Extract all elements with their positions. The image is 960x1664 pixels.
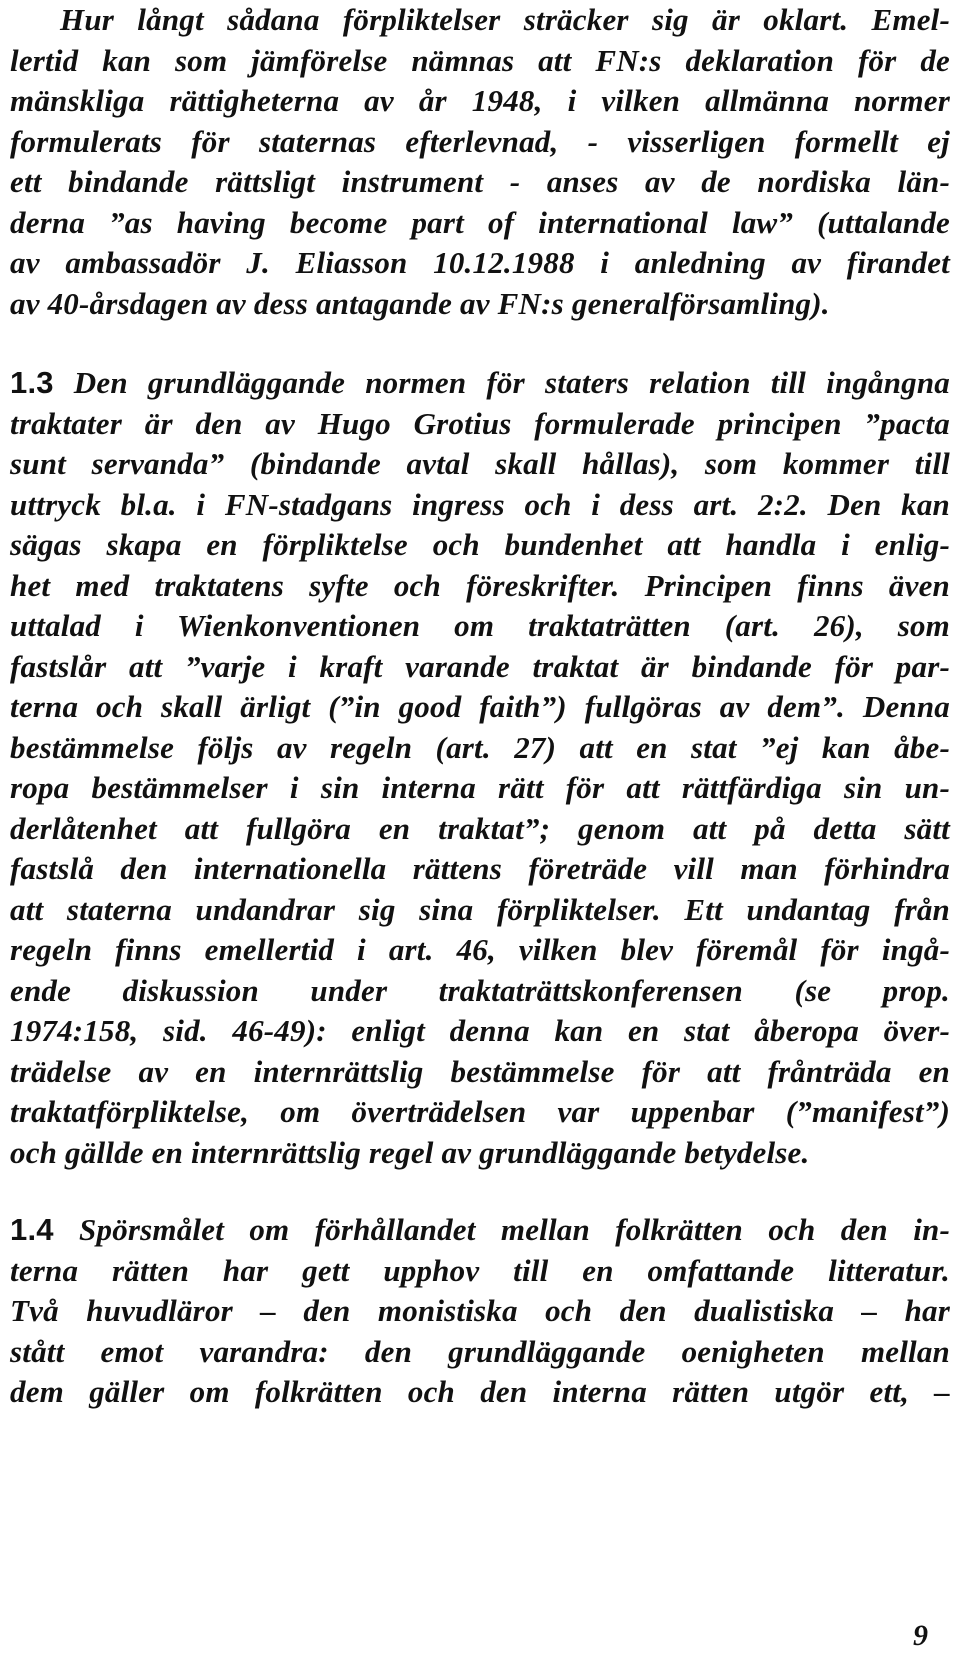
text-line-numbered [10, 1210, 950, 1251]
text-line: ett bindande rättsligt instrument - anses av de nordiska län- [10, 164, 950, 199]
text-line-numbered [10, 363, 950, 404]
text-line: derna ”as having become part of international law” (uttalande [10, 204, 950, 240]
text-line: fastslå den internationella rättens företräde vill man förhindra [10, 851, 950, 886]
text-line: traktatförpliktelse, om överträdelsen var uppenbar (”manifest”) [10, 1094, 950, 1129]
text-line: bestämmelse följs av regeln (art. 27) att en stat ”ej kan åbe- [10, 729, 950, 765]
text-line-content: Den grundläggande normen för staters relation till ingångna [73, 365, 951, 400]
paragraph-intro [10, 0, 950, 324]
paragraph-1-3 [10, 363, 950, 1173]
text-line: sunt servanda” (bindande avtal skall hållas), som kommer till [10, 446, 950, 481]
text-line: mänskliga rättigheterna av år 1948, i vilken allmänna normer [10, 83, 950, 118]
text-line: sägas skapa en förpliktelse och bundenhet att handla i enlig- [10, 527, 950, 562]
text-line: Två huvudläror – den monistiska och den dualistiska – har [10, 1293, 950, 1328]
text-line: att staterna undandrar sig sina förpliktelser. Ett undantag från [10, 891, 950, 927]
text-line: traktater är den av Hugo Grotius formulerade principen ”pacta [10, 405, 950, 441]
text-line: derlåtenhet att fullgöra en traktat”; genom att på detta sätt [10, 810, 950, 846]
page-number: 9 [913, 1619, 928, 1652]
text-line: dem gäller om folkrätten och den interna rätten utgör ett, – [10, 1374, 950, 1409]
document-page [10, 0, 950, 1664]
text-line: stått emot varandra: den grundläggande oenigheten mellan [10, 1333, 950, 1369]
text-line: och gällde en internrättslig regel av grundläggande betydelse. [10, 1134, 810, 1170]
text-line: regeln finns emellertid i art. 46, vilken blev föremål för ingå- [10, 932, 950, 967]
text-line: fastslår att ”varje i kraft varande traktat är bindande för par- [10, 648, 950, 684]
text-line: uttalad i Wienkonventionen om traktaträtten (art. 26), som [10, 608, 950, 643]
text-line: Hur långt sådana förpliktelser sträcker sig är oklart. Emel- [60, 2, 950, 37]
text-line: av ambassadör J. Eliasson 10.12.1988 i anledning av firandet [10, 245, 950, 280]
text-line: av 40-årsdagen av dess antagande av FN:s generalförsamling). [10, 285, 830, 321]
paragraph-1-4 [10, 1210, 950, 1413]
text-line: het med traktatens syfte och föreskrifter. Principen finns även [10, 567, 950, 603]
text-line: formulerats för staternas efterlevnad, - visserligen formellt ej [10, 123, 950, 159]
text-line: ende diskussion under traktaträttskonferensen (se prop. [10, 972, 950, 1008]
text-line: trädelse av en internrättslig bestämmelse för att frånträda en [10, 1053, 950, 1089]
text-line: lertid kan som jämförelse nämnas att FN:s deklaration för de [10, 42, 950, 78]
text-line: terna och skall ärligt (”in good faith”) fullgöras av dem”. Denna [10, 689, 950, 724]
section-number: 1.3 [10, 365, 54, 400]
text-line: ropa bestämmelser i sin interna rätt för att rättfärdiga sin un- [10, 770, 950, 805]
section-number: 1.4 [10, 1212, 54, 1247]
text-line: terna rätten har gett upphov till en omfattande litteratur. [10, 1252, 950, 1288]
text-line: uttryck bl.a. i FN-stadgans ingress och i dess art. 2:2. Den kan [10, 486, 950, 522]
text-line: 1974:158, sid. 46-49): enligt denna kan en stat åberopa över- [10, 1013, 950, 1048]
text-line-content: Spörsmålet om förhållandet mellan folkrätten och den in- [79, 1212, 950, 1247]
